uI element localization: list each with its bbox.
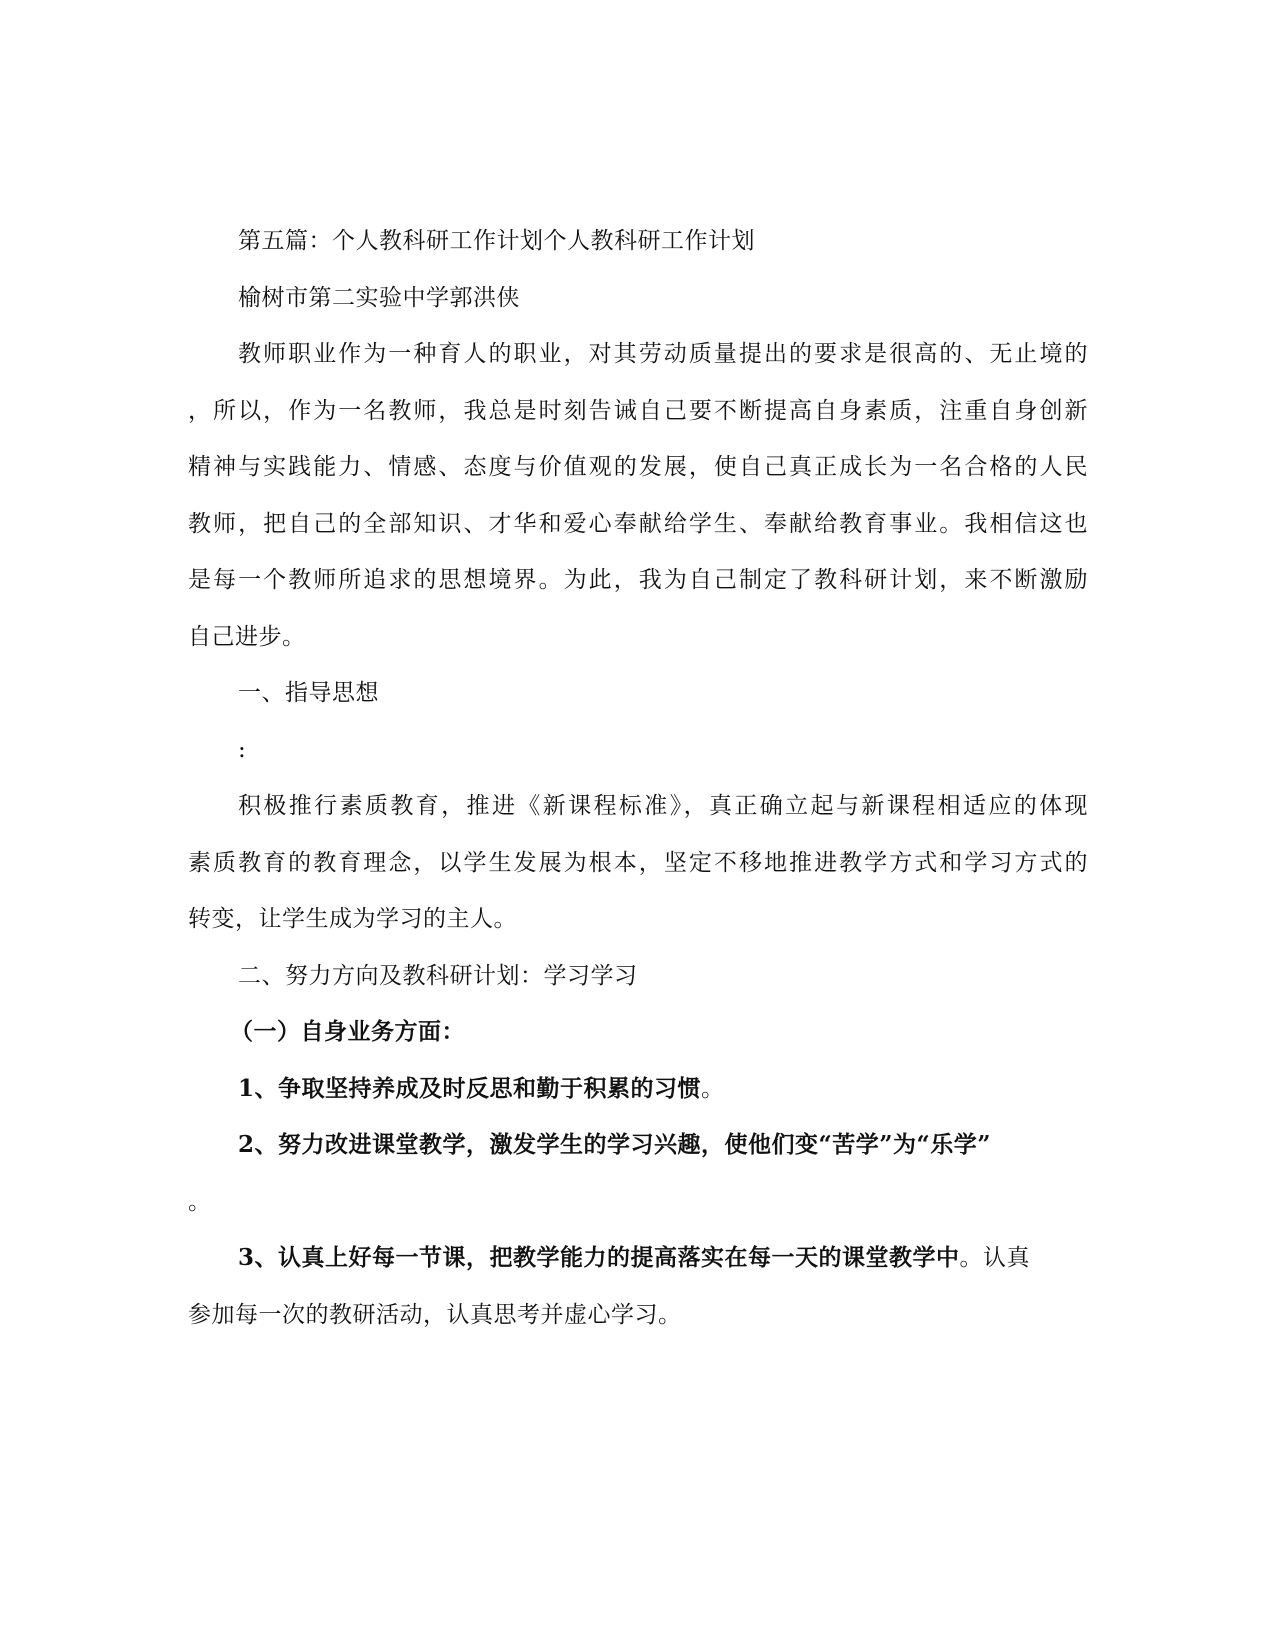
item-1 [238, 1074, 725, 1104]
intro-line-2: ，所以，作为一名教师，我总是时刻告诫自己要不断提高自身素质，注重自身创新 [188, 398, 1088, 424]
intro-line-1: 教师职业作为一种育人的职业，对其劳动质量提出的要求是很高的、无止境的 [238, 341, 1088, 367]
document-heading: 第五篇：个人教科研工作计划个人教科研工作计划 [238, 228, 755, 254]
item-3-rest: 。认真 [959, 1245, 1031, 1271]
section1-body-line-2: 素质教育的教育理念，以学生发展为根本，坚定不移地推进教学方式和学习方式的 [188, 850, 1088, 876]
author-line: 榆树市第二实验中学郭洪侠 [238, 285, 520, 311]
item-2-end: 。 [188, 1189, 212, 1215]
section1-body-line-3: 转变，让学生成为学习的主人。 [188, 906, 517, 932]
intro-line-5: 是每一个教师所追求的思想境界。为此，我为自己制定了教科研计划，来不断激励 [188, 567, 1088, 593]
item-3-bold-text: 3、认真上好每一节课，把教学能力的提高落实在每一天的课堂教学中 [238, 1244, 960, 1271]
subsection1-title: （一）自身业务方面： [230, 1018, 465, 1045]
section1-body-line-1: 积极推行素质教育，推进《新课程标准》，真正确立起与新课程相适应的体现 [238, 793, 1088, 819]
section2-title: 二、努力方向及教科研计划：学习学习 [238, 963, 638, 989]
section1-title: 一、指导思想 [238, 680, 379, 706]
intro-line-6: 自己进步。 [188, 624, 306, 650]
intro-line-3: 精神与实践能力、情感、态度与价值观的发展，使自己真正成长为一名合格的人民 [188, 454, 1088, 480]
item-3-line-2: 参加每一次的教研活动，认真思考并虚心学习。 [188, 1302, 682, 1328]
item-2: 2、努力改进课堂教学，激发学生的学习兴趣，使他们变“苦学”为“乐学” [238, 1131, 991, 1158]
item-3 [238, 1243, 1030, 1273]
intro-line-4: 教师，把自己的全部知识、才华和爱心奉献给学生、奉献给教育事业。我相信这也 [188, 511, 1088, 537]
section1-colon: : [238, 737, 247, 763]
item-1-text: 1、争取坚持养成及时反思和勤于积累的习惯 [238, 1075, 702, 1102]
item-1-end: 。 [701, 1076, 725, 1102]
